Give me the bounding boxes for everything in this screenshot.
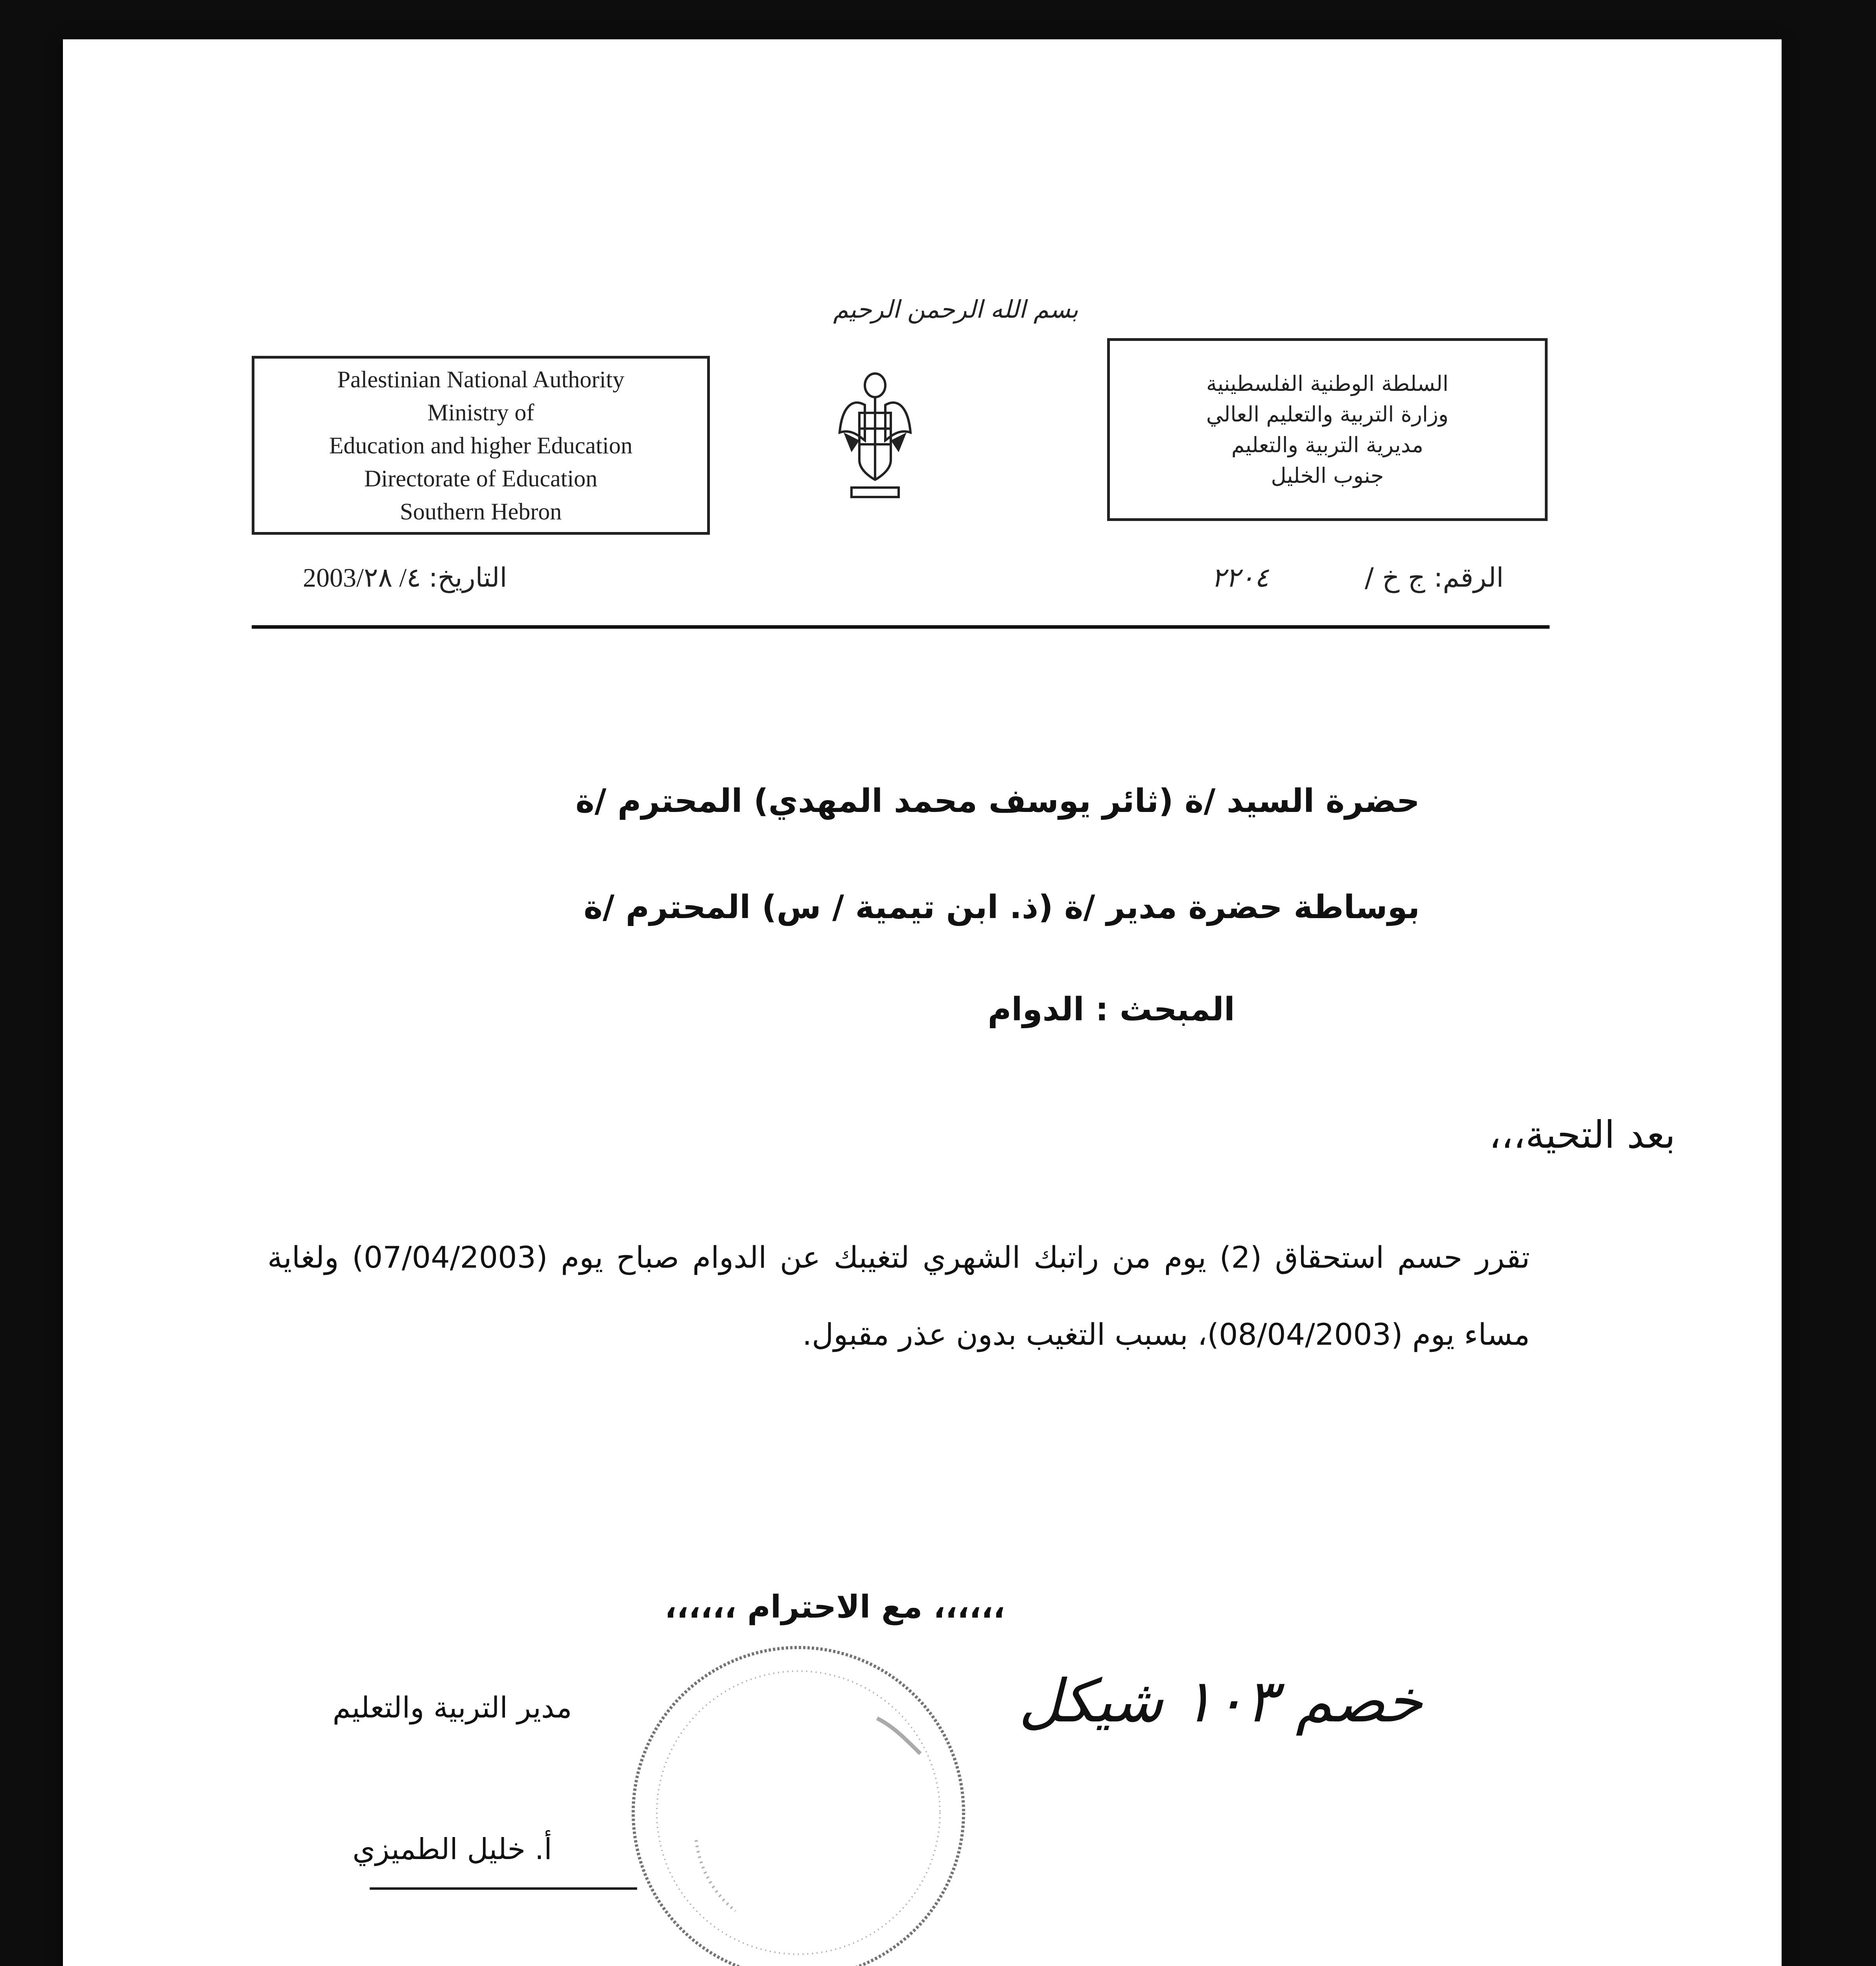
subject-line: المبحث : الدوام — [988, 991, 1235, 1028]
date-label: التاريخ: — [429, 562, 507, 593]
letterhead-line: مديرية التربية والتعليم — [1231, 432, 1424, 457]
letterhead-line: Ministry of — [427, 399, 534, 425]
letterhead-line: Palestinian National Authority — [337, 366, 625, 392]
letterhead-line: وزارة التربية والتعليم العالي — [1206, 401, 1449, 427]
letterhead-line: Directorate of Education — [364, 465, 598, 492]
letterhead-line: Southern Hebron — [400, 498, 562, 525]
eagle-emblem-icon — [836, 362, 914, 507]
header-divider — [252, 625, 1550, 629]
basmala: بسم الله الرحمن الرحيم — [833, 295, 1078, 324]
letterhead-line: السلطة الوطنية الفلسطينية — [1206, 371, 1448, 396]
official-stamp-icon — [621, 1636, 975, 1966]
signatory-name: أ. خليل الطميزي — [352, 1832, 552, 1866]
arabic-letterhead-box — [1107, 338, 1548, 521]
greeting: بعد التحية،،، — [1489, 1113, 1675, 1157]
date-value: 2003/٤/ ٢٨ — [303, 563, 421, 593]
letter-body: تقرر حسم استحقاق (2) يوم من راتبك الشهري لتغيبك عن الدوام صباح يوم (07/04/2003) ولغاية مساء يوم (08/04/2003)، بسبب التغيب بدون عذر مقبول. — [267, 1240, 1530, 1352]
letterhead-line: Education and higher Education — [329, 432, 633, 458]
signature-underline — [370, 1887, 637, 1890]
signatory-title: مدير التربية والتعليم — [332, 1691, 572, 1725]
reference-value: ٢٢٠٤ — [1211, 562, 1269, 593]
closing-respect: ،،،،،، مع الاحترام ،،،،،، — [665, 1589, 1005, 1625]
via-line: بوساطة حضرة مدير /ة (ذ. ابن تيمية / س) المحترم /ة — [584, 889, 1420, 926]
english-letterhead-box — [252, 356, 710, 535]
addressee-line: حضرة السيد /ة (ثائر يوسف محمد المهدي) المحترم /ة — [575, 782, 1420, 820]
reference-label: الرقم: ج خ / — [1365, 562, 1504, 593]
handwritten-deduction: خصم ١٠٣ شيكل — [1019, 1667, 1423, 1736]
letterhead-line: جنوب الخليل — [1271, 463, 1384, 488]
